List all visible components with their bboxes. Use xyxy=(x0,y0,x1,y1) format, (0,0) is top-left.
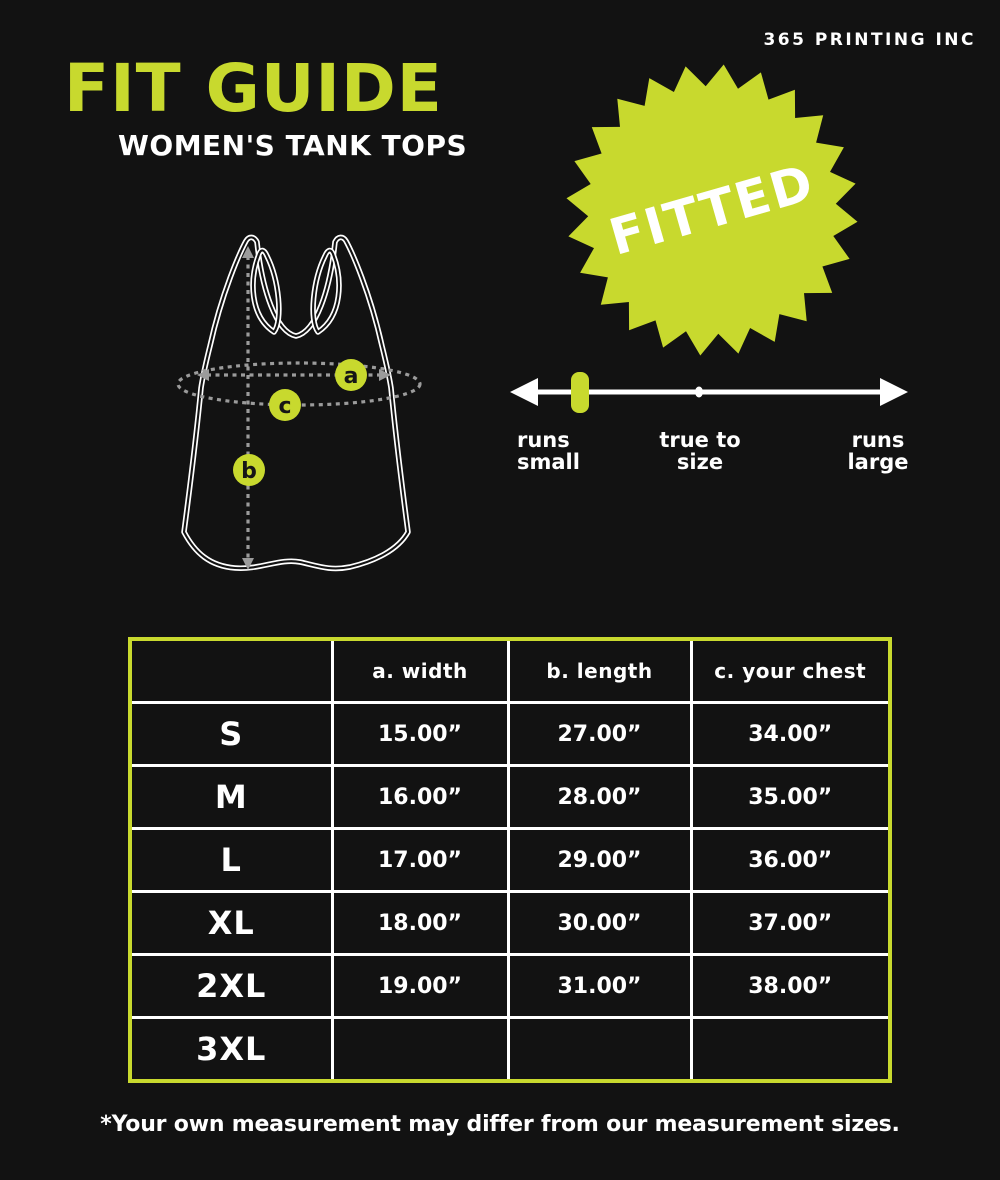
brand-name: 365 PRINTING INC xyxy=(763,30,976,50)
page-title: FIT GUIDE xyxy=(64,50,443,127)
fitted-badge xyxy=(562,60,862,360)
scale-right-arrow-icon xyxy=(880,378,908,406)
marker-b-label: b xyxy=(241,459,257,484)
chest-value: 38.00” xyxy=(691,955,890,1018)
length-value: 30.00” xyxy=(508,892,691,955)
size-label: L xyxy=(130,829,332,892)
width-value xyxy=(332,1018,508,1082)
table-row xyxy=(130,955,890,1018)
marker-c-label: c xyxy=(278,394,292,419)
tank-top-diagram xyxy=(150,228,470,588)
page-subtitle: WOMEN'S TANK TOPS xyxy=(118,129,468,163)
length-value: 28.00” xyxy=(508,766,691,829)
col-header-chest: c. your chest xyxy=(691,639,890,703)
scale-label-runs-small: runs small xyxy=(517,428,580,474)
table-row xyxy=(130,829,890,892)
size-label: 2XL xyxy=(130,955,332,1018)
col-header-length: b. length xyxy=(508,639,691,703)
size-label: M xyxy=(130,766,332,829)
table-row xyxy=(130,766,890,829)
size-table xyxy=(128,637,892,1083)
fit-scale xyxy=(500,358,920,438)
size-label: S xyxy=(130,703,332,766)
fit-indicator-marker xyxy=(571,372,589,413)
chest-value xyxy=(691,1018,890,1082)
length-value xyxy=(508,1018,691,1082)
size-label: XL xyxy=(130,892,332,955)
scale-label-true-to-size: true to size xyxy=(659,428,741,474)
chest-value: 37.00” xyxy=(691,892,890,955)
chest-value: 35.00” xyxy=(691,766,890,829)
fitted-badge-label: FITTED xyxy=(603,153,821,267)
table-row xyxy=(130,1018,890,1082)
col-header-width: a. width xyxy=(332,639,508,703)
col-header-size xyxy=(130,639,332,703)
length-value: 27.00” xyxy=(508,703,691,766)
length-value: 29.00” xyxy=(508,829,691,892)
width-value: 15.00” xyxy=(332,703,508,766)
table-row xyxy=(130,703,890,766)
size-label: 3XL xyxy=(130,1018,332,1082)
length-value: 31.00” xyxy=(508,955,691,1018)
table-row xyxy=(130,892,890,955)
measurement-disclaimer: *Your own measurement may differ from our measurement sizes. xyxy=(100,1112,900,1137)
size-table-header-row xyxy=(130,639,890,703)
scale-label-runs-large: runs large xyxy=(847,428,909,474)
true-to-size-tick xyxy=(695,387,703,398)
chest-value: 34.00” xyxy=(691,703,890,766)
scale-left-arrow-icon xyxy=(510,378,538,406)
width-value: 16.00” xyxy=(332,766,508,829)
marker-c xyxy=(269,389,301,421)
marker-a-label: a xyxy=(343,364,359,389)
marker-b xyxy=(233,454,265,486)
width-value: 19.00” xyxy=(332,955,508,1018)
marker-a xyxy=(335,359,367,391)
width-value: 17.00” xyxy=(332,829,508,892)
chest-value: 36.00” xyxy=(691,829,890,892)
width-value: 18.00” xyxy=(332,892,508,955)
title-block xyxy=(64,50,468,163)
